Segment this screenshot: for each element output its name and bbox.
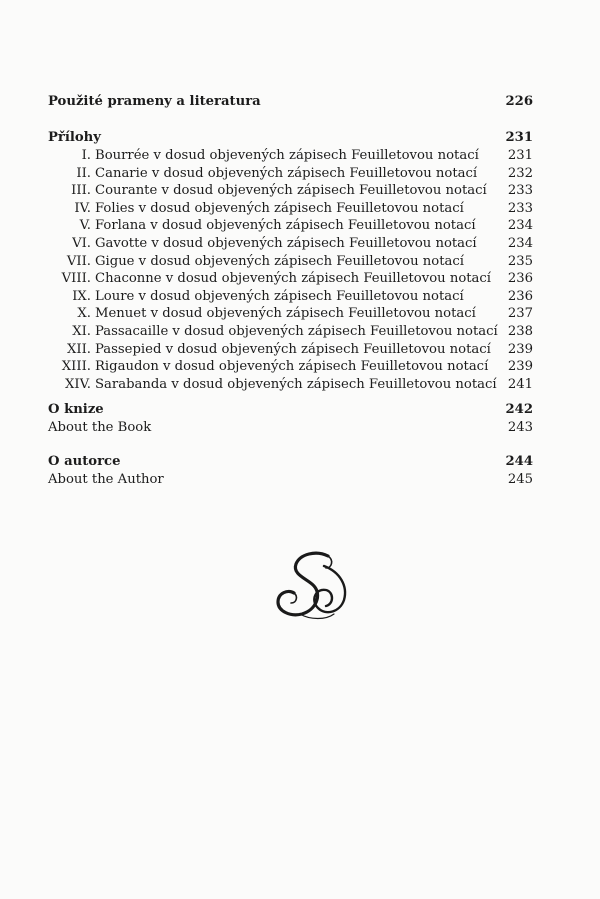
appendix-title: Courante v dosud objevených zápisech Feuilletovou notací [95, 183, 487, 199]
appendix-number: X. [77, 306, 91, 322]
toc-page-number: 236 [507, 271, 533, 287]
toc-appendix-item [48, 217, 533, 235]
toc-entry-title: About the Book [48, 420, 152, 435]
toc-page-number: 235 [507, 253, 533, 269]
appendix-number: VIII. [61, 271, 91, 287]
toc-appendix-item [48, 288, 533, 306]
toc-page-number: 238 [507, 324, 533, 339]
toc-appendix-item [48, 323, 533, 341]
toc-page-number: 232 [507, 165, 533, 181]
toc-page-number: 234 [507, 236, 533, 251]
toc-appendix-item [48, 253, 533, 271]
appendix-title: Folies v dosud objevených zápisech Feuilletovou notací [95, 200, 464, 216]
toc-appendix-item [48, 147, 533, 165]
appendix-title: Passepied v dosud objevených zápisech Feuilletovou notací [95, 341, 491, 357]
toc-page-number: 242 [505, 402, 533, 417]
toc-entry-title: About the Author [48, 472, 164, 487]
appendix-number: XII. [67, 341, 91, 357]
toc-page-number: 231 [507, 148, 533, 163]
toc-page-number: 241 [507, 376, 533, 392]
toc-page-number: 244 [505, 454, 533, 469]
toc-page-number: 239 [507, 341, 533, 357]
toc-section-title: O autorce [48, 454, 121, 469]
appendix-title: Gigue v dosud objevených zápisech Feuilletovou notací [95, 253, 464, 269]
toc-section-title: Přílohy [48, 130, 101, 145]
toc-page-number: 236 [507, 288, 533, 304]
toc-page-number: 233 [507, 183, 533, 199]
appendix-number: XIV. [64, 376, 91, 392]
toc-section-about-book [48, 401, 533, 419]
toc-entry-about-the-author [48, 471, 533, 489]
appendix-title: Sarabanda v dosud objevených zápisech Feuilletovou notací [95, 376, 497, 392]
appendix-number: XIII. [61, 359, 91, 375]
appendix-number: VII. [66, 253, 91, 269]
appendix-title: Passacaille v dosud objevených zápisech Feuilletovou notací [95, 324, 498, 339]
appendix-number: III. [71, 183, 91, 199]
toc-appendix-item [48, 376, 533, 394]
toc-appendix-item [48, 165, 533, 183]
toc-page-number: 233 [507, 200, 533, 216]
appendix-number: I. [81, 148, 91, 163]
toc-appendix-item [48, 270, 533, 288]
appendix-number: IV. [74, 200, 91, 216]
toc-appendix-item [48, 182, 533, 200]
toc-entry-about-the-book [48, 419, 533, 437]
appendix-title: Loure v dosud objevených zápisech Feuilletovou notací [95, 288, 464, 304]
appendix-title: Canarie v dosud objevených zápisech Feuilletovou notací [95, 165, 478, 181]
toc-page-number: 237 [507, 306, 533, 322]
calligraphic-s-ornament-icon [270, 548, 354, 624]
toc-section-about-author [48, 453, 533, 471]
appendix-title: Forlana v dosud objevených zápisech Feuilletovou notací [95, 218, 476, 234]
appendix-number: VI. [72, 236, 91, 251]
toc-appendix-item [48, 341, 533, 359]
toc-appendix-item [48, 235, 533, 253]
toc-section-title: Použité prameny a literatura [48, 94, 261, 109]
toc-page-number: 245 [507, 472, 533, 487]
toc-page-number: 226 [505, 94, 533, 109]
appendix-title: Gavotte v dosud objevených zápisech Feuilletovou notací [95, 236, 477, 251]
appendix-title: Menuet v dosud objevených zápisech Feuilletovou notací [95, 306, 476, 322]
toc-page-number: 234 [507, 218, 533, 234]
toc-appendix-item [48, 358, 533, 376]
toc-appendix-item [48, 305, 533, 323]
toc-page-number: 239 [507, 359, 533, 375]
toc-section-sources [48, 93, 533, 111]
appendix-number: XI. [72, 324, 91, 339]
toc-page-number: 243 [507, 420, 533, 435]
toc-appendix-item [48, 200, 533, 218]
toc-section-title: O knize [48, 402, 104, 417]
appendix-number: V. [79, 218, 91, 234]
appendix-number: IX. [72, 288, 91, 304]
toc-section-appendices [48, 129, 533, 147]
appendix-title: Rigaudon v dosud objevených zápisech Feuilletovou notací [95, 359, 489, 375]
toc-page-number: 231 [505, 130, 533, 145]
appendix-number: II. [76, 165, 91, 181]
appendix-title: Chaconne v dosud objevených zápisech Feuilletovou notací [95, 271, 492, 287]
appendix-title: Bourrée v dosud objevených zápisech Feuilletovou notací [95, 148, 479, 163]
